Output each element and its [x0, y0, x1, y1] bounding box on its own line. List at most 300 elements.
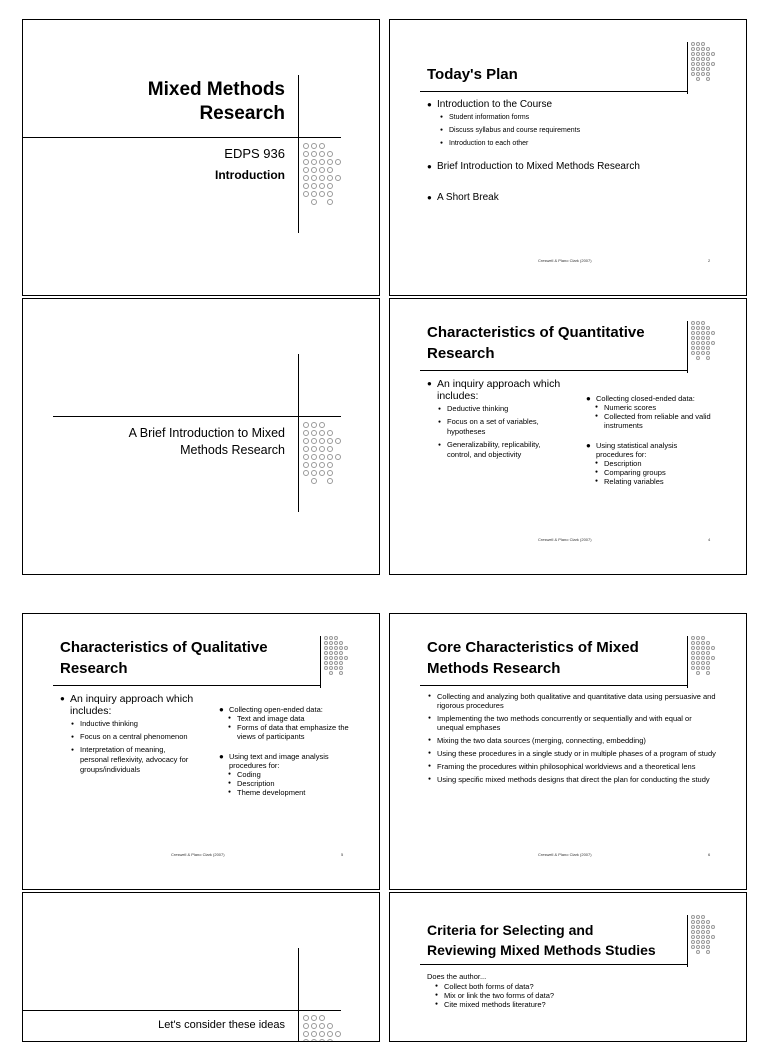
- dot: [706, 945, 710, 949]
- dot: [303, 462, 309, 468]
- dot: [311, 151, 317, 157]
- dot: [311, 1015, 317, 1021]
- title-divider: [687, 636, 688, 688]
- dot: [696, 935, 700, 939]
- dot: [706, 77, 710, 81]
- dot: [706, 671, 710, 675]
- dot: [311, 478, 317, 484]
- dot: [701, 651, 705, 655]
- dot: [706, 326, 710, 330]
- dot: [324, 636, 328, 640]
- dot: [324, 656, 328, 660]
- list-item: ● Brief Introduction to Mixed Methods Research: [427, 160, 717, 173]
- slide-title-line-2: Research: [199, 103, 285, 124]
- dot: [324, 651, 328, 655]
- slide-footer: Creswell & Plano Clark (2007): [538, 852, 592, 857]
- slide-title-line-2: Reviewing Mixed Methods Studies: [427, 942, 656, 958]
- dot: [327, 454, 333, 460]
- dot: [303, 470, 309, 476]
- sub-list-item: ● Generalizability, replicability, control, and objectivity: [437, 440, 562, 460]
- dot: [701, 641, 705, 645]
- dot: [327, 167, 333, 173]
- slide-footer: Creswell & Plano Clark (2007): [171, 852, 225, 857]
- dot: [691, 321, 695, 325]
- divider-vertical: [298, 75, 299, 233]
- title-divider: [687, 915, 688, 967]
- dot: [706, 62, 710, 66]
- dot: [311, 422, 317, 428]
- dot: [311, 462, 317, 468]
- slide-footer: Creswell & Plano Clark (2007): [538, 258, 592, 263]
- dot: [311, 175, 317, 181]
- dot: [311, 430, 317, 436]
- bullet-list: [427, 692, 717, 784]
- dot: [696, 72, 700, 76]
- divider-vertical: [298, 354, 299, 512]
- dot: [696, 940, 700, 944]
- dot: [311, 183, 317, 189]
- dot: [691, 52, 695, 56]
- dot: [334, 646, 338, 650]
- dot: [319, 470, 325, 476]
- bullet-list: [427, 98, 717, 204]
- dot: [329, 646, 333, 650]
- dot: [691, 920, 695, 924]
- dot: [327, 430, 333, 436]
- dot: [706, 666, 710, 670]
- dot: [691, 62, 695, 66]
- dot: [691, 641, 695, 645]
- dot: [339, 646, 343, 650]
- dot: [706, 341, 710, 345]
- dot: [335, 159, 341, 165]
- dot: [329, 656, 333, 660]
- dot: [696, 336, 700, 340]
- list-item: ● Using specific mixed methods designs that direct the plan for conducting the study: [427, 775, 717, 784]
- dot: [319, 454, 325, 460]
- list-item: ● Cite mixed methods literature?: [434, 1000, 694, 1009]
- dot: [696, 945, 700, 949]
- dot: [691, 331, 695, 335]
- dot: [701, 42, 705, 46]
- dot: [334, 636, 338, 640]
- sub-list-item: ● Relating variables: [594, 477, 716, 486]
- dot: [329, 651, 333, 655]
- dot: [691, 646, 695, 650]
- dot: [303, 183, 309, 189]
- session-label: Introduction: [215, 168, 285, 182]
- dot: [706, 356, 710, 360]
- list-item: ● Collecting closed-ended data:: [586, 394, 716, 403]
- dot: [319, 462, 325, 468]
- dot: [335, 454, 341, 460]
- dot: [319, 151, 325, 157]
- dot: [696, 646, 700, 650]
- left-column: [60, 693, 195, 775]
- slide-title: Today's Plan: [427, 66, 518, 83]
- dot: [691, 945, 695, 949]
- section-heading: Let's consider these ideas: [158, 1019, 285, 1031]
- dot: [339, 661, 343, 665]
- dot: [311, 438, 317, 444]
- dot: [701, 52, 705, 56]
- list-item: ● Collecting open-ended data:: [219, 705, 349, 714]
- section-heading-line-2: Methods Research: [180, 443, 285, 457]
- dot: [701, 661, 705, 665]
- dot: [701, 945, 705, 949]
- dot: [691, 666, 695, 670]
- dot: [696, 651, 700, 655]
- dot: [303, 438, 309, 444]
- dot: [696, 67, 700, 71]
- sub-list-item: ● Theme development: [227, 788, 349, 797]
- sub-list-item: ● Comparing groups: [594, 468, 716, 477]
- dot: [319, 438, 325, 444]
- dot: [696, 950, 700, 954]
- title-divider: [687, 321, 688, 373]
- divider-horizontal: [23, 1010, 341, 1011]
- dot: [696, 930, 700, 934]
- dot: [303, 446, 309, 452]
- dot: [327, 175, 333, 181]
- dot: [691, 351, 695, 355]
- section-heading-line-1: A Brief Introduction to Mixed: [128, 426, 285, 440]
- list-item: ● A Short Break: [427, 191, 717, 204]
- right-column: [586, 394, 716, 486]
- dot: [701, 346, 705, 350]
- dot: [691, 930, 695, 934]
- dot: [711, 935, 715, 939]
- dot: [327, 438, 333, 444]
- dot: [691, 346, 695, 350]
- dot: [711, 62, 715, 66]
- dot: [706, 661, 710, 665]
- dot: [706, 47, 710, 51]
- dot: [691, 636, 695, 640]
- dot: [327, 199, 333, 205]
- dot: [311, 143, 317, 149]
- dot: [303, 430, 309, 436]
- dot: [334, 661, 338, 665]
- title-rule: [420, 91, 688, 92]
- title-rule: [420, 685, 688, 686]
- dot: [311, 159, 317, 165]
- dot: [701, 57, 705, 61]
- sub-list-item: ● Discuss syllabus and course requirements: [439, 124, 717, 137]
- list-item: ● Using these procedures in a single study or in multiple phases of a program of study: [427, 749, 717, 758]
- dot: [711, 656, 715, 660]
- dot: [303, 454, 309, 460]
- dot: [691, 42, 695, 46]
- dot: [701, 930, 705, 934]
- dot: [311, 446, 317, 452]
- dot: [344, 656, 348, 660]
- dot: [706, 950, 710, 954]
- dot: [706, 641, 710, 645]
- dot: [329, 671, 333, 675]
- dot: [696, 641, 700, 645]
- dot: [691, 336, 695, 340]
- dot: [701, 636, 705, 640]
- dot: [319, 422, 325, 428]
- dot: [334, 656, 338, 660]
- list-item: ● Using text and image analysis procedures for:: [219, 752, 349, 770]
- left-column: [427, 378, 562, 460]
- page-number: 5: [341, 852, 344, 857]
- dot: [691, 940, 695, 944]
- right-column: [219, 705, 349, 797]
- slide-footer: Creswell & Plano Clark (2007): [538, 537, 592, 542]
- dot: [701, 925, 705, 929]
- list-item: ● Collecting and analyzing both qualitative and quantitative data using persuasive and rigorous procedures: [427, 692, 717, 710]
- dot: [339, 666, 343, 670]
- dot: [319, 159, 325, 165]
- dot: [711, 331, 715, 335]
- dot: [324, 666, 328, 670]
- dot: [691, 935, 695, 939]
- dot: [303, 1015, 309, 1021]
- dot: [696, 636, 700, 640]
- dot: [329, 661, 333, 665]
- page-number: 4: [708, 537, 711, 542]
- dot: [701, 47, 705, 51]
- dot: [691, 915, 695, 919]
- slide-8: [389, 892, 747, 1042]
- dot: [701, 62, 705, 66]
- title-rule: [420, 964, 688, 965]
- dot: [334, 651, 338, 655]
- dot: [311, 454, 317, 460]
- dot: [706, 72, 710, 76]
- dot: [706, 57, 710, 61]
- page-number: 6: [708, 852, 711, 857]
- dot: [311, 167, 317, 173]
- dot: [311, 191, 317, 197]
- dot: [691, 67, 695, 71]
- slide-title-line-1: Characteristics of Quantitative: [427, 324, 645, 341]
- dot: [696, 57, 700, 61]
- dot: [327, 183, 333, 189]
- dot: [706, 346, 710, 350]
- dot: [701, 351, 705, 355]
- page-number: 2: [708, 258, 711, 263]
- dot: [696, 42, 700, 46]
- dot: [327, 478, 333, 484]
- dot: [329, 641, 333, 645]
- list-item: ● Collect both forms of data?: [434, 982, 694, 991]
- dot: [696, 671, 700, 675]
- dot: [319, 430, 325, 436]
- dot: [339, 651, 343, 655]
- sub-list-item: ● Description: [227, 779, 349, 788]
- dot: [303, 151, 309, 157]
- dot: [696, 656, 700, 660]
- slide-title-line-1: Core Characteristics of Mixed: [427, 639, 639, 656]
- dot: [696, 666, 700, 670]
- dot: [696, 346, 700, 350]
- dot: [701, 666, 705, 670]
- dot: [691, 656, 695, 660]
- dot: [691, 651, 695, 655]
- dot: [696, 920, 700, 924]
- slide-title-line-1: Criteria for Selecting and: [427, 922, 594, 938]
- slide-2: [389, 19, 747, 296]
- dot: [327, 462, 333, 468]
- sub-list-item: ● Collected from reliable and valid instruments: [594, 412, 716, 430]
- dot: [706, 925, 710, 929]
- dot: [319, 167, 325, 173]
- dot: [329, 666, 333, 670]
- sub-list-item: ● Inductive thinking: [70, 719, 195, 729]
- dot: [319, 175, 325, 181]
- dot: [319, 143, 325, 149]
- dot: [706, 656, 710, 660]
- dot: [696, 925, 700, 929]
- dot: [339, 671, 343, 675]
- dot: [701, 920, 705, 924]
- dot: [701, 321, 705, 325]
- dot: [701, 915, 705, 919]
- slide-7: [22, 892, 380, 1042]
- dot: [691, 341, 695, 345]
- dot: [334, 641, 338, 645]
- title-divider: [320, 636, 321, 688]
- sub-list-item: ● Interpretation of meaning, personal reflexivity, advocacy for groups/individuals: [70, 745, 195, 775]
- dot: [696, 321, 700, 325]
- sub-list-item: ● Introduction to each other: [439, 137, 717, 150]
- dot: [706, 651, 710, 655]
- dot: [311, 470, 317, 476]
- dot: [706, 646, 710, 650]
- dot: [319, 1015, 325, 1021]
- list-item: ● An inquiry approach which includes:: [427, 378, 562, 402]
- dot: [701, 331, 705, 335]
- sub-list-item: ● Coding: [227, 770, 349, 779]
- sub-list-item: ● Focus on a central phenomenon: [70, 732, 195, 742]
- slide-title-line-1: Mixed Methods: [147, 79, 285, 100]
- dot: [691, 661, 695, 665]
- sub-list-item: ● Student information forms: [439, 111, 717, 124]
- dot: [696, 47, 700, 51]
- sub-list-item: ● Focus on a set of variables, hypotheses: [437, 417, 562, 437]
- dot: [711, 52, 715, 56]
- dot: [329, 636, 333, 640]
- dot: [311, 199, 317, 205]
- dot: [319, 191, 325, 197]
- dot: [706, 920, 710, 924]
- dot: [711, 925, 715, 929]
- list-item: ● Using statistical analysis procedures for:: [586, 441, 716, 459]
- dot: [339, 656, 343, 660]
- dot: [706, 67, 710, 71]
- dot: [691, 72, 695, 76]
- dot: [303, 1031, 309, 1037]
- dot: [327, 470, 333, 476]
- dot: [691, 925, 695, 929]
- dot: [327, 191, 333, 197]
- dot: [324, 661, 328, 665]
- dot: [327, 446, 333, 452]
- dot: [701, 341, 705, 345]
- title-divider: [687, 42, 688, 94]
- sub-list-item: ● Forms of data that emphasize the views of participants: [227, 723, 349, 741]
- bullet-list: [434, 982, 694, 1009]
- list-item: ● Mix or link the two forms of data?: [434, 991, 694, 1000]
- dot: [706, 935, 710, 939]
- slide-5: [22, 613, 380, 890]
- dot: [303, 159, 309, 165]
- dot: [691, 326, 695, 330]
- dot: [711, 341, 715, 345]
- dot: [696, 326, 700, 330]
- slide-1: [22, 19, 380, 296]
- slide-title-line-1: Characteristics of Qualitative: [60, 639, 268, 656]
- dot: [706, 331, 710, 335]
- slide-title-line-2: Research: [60, 660, 128, 677]
- dot: [706, 351, 710, 355]
- dot: [701, 935, 705, 939]
- dot: [327, 151, 333, 157]
- dot: [319, 1031, 325, 1037]
- dot: [303, 191, 309, 197]
- dot: [701, 940, 705, 944]
- dot: [701, 67, 705, 71]
- dot: [334, 666, 338, 670]
- list-item: ● An inquiry approach which includes:: [60, 693, 195, 717]
- dot: [696, 77, 700, 81]
- dot: [311, 1031, 317, 1037]
- title-rule: [53, 685, 321, 686]
- dot: [324, 646, 328, 650]
- divider-horizontal: [23, 137, 341, 138]
- slide-6: [389, 613, 747, 890]
- dot: [335, 438, 341, 444]
- slide-4: [389, 298, 747, 575]
- dot: [696, 341, 700, 345]
- sub-list-item: ● Description: [594, 459, 716, 468]
- dot: [327, 1031, 333, 1037]
- dot: [324, 641, 328, 645]
- dot: [711, 646, 715, 650]
- dot: [344, 646, 348, 650]
- dot: [691, 47, 695, 51]
- dot: [303, 167, 309, 173]
- divider-vertical: [298, 948, 299, 1042]
- divider-horizontal: [53, 416, 341, 417]
- dot: [696, 661, 700, 665]
- dot: [706, 336, 710, 340]
- list-item: ● Implementing the two methods concurrently or sequentially and with equal or unequal emphases: [427, 714, 717, 732]
- dot: [696, 356, 700, 360]
- dot: [335, 1031, 341, 1037]
- sub-list-item: ● Numeric scores: [594, 403, 716, 412]
- dot: [696, 62, 700, 66]
- dot: [701, 656, 705, 660]
- dot: [706, 940, 710, 944]
- dot: [696, 915, 700, 919]
- dot: [335, 175, 341, 181]
- dot: [701, 646, 705, 650]
- dot: [701, 72, 705, 76]
- dot: [303, 175, 309, 181]
- title-rule: [420, 370, 688, 371]
- slide-title-line-2: Methods Research: [427, 660, 561, 677]
- dot: [319, 446, 325, 452]
- list-item: ● Framing the procedures within philosophical worldviews and a theoretical lens: [427, 762, 717, 771]
- dot: [696, 52, 700, 56]
- dot: [319, 183, 325, 189]
- dot: [696, 331, 700, 335]
